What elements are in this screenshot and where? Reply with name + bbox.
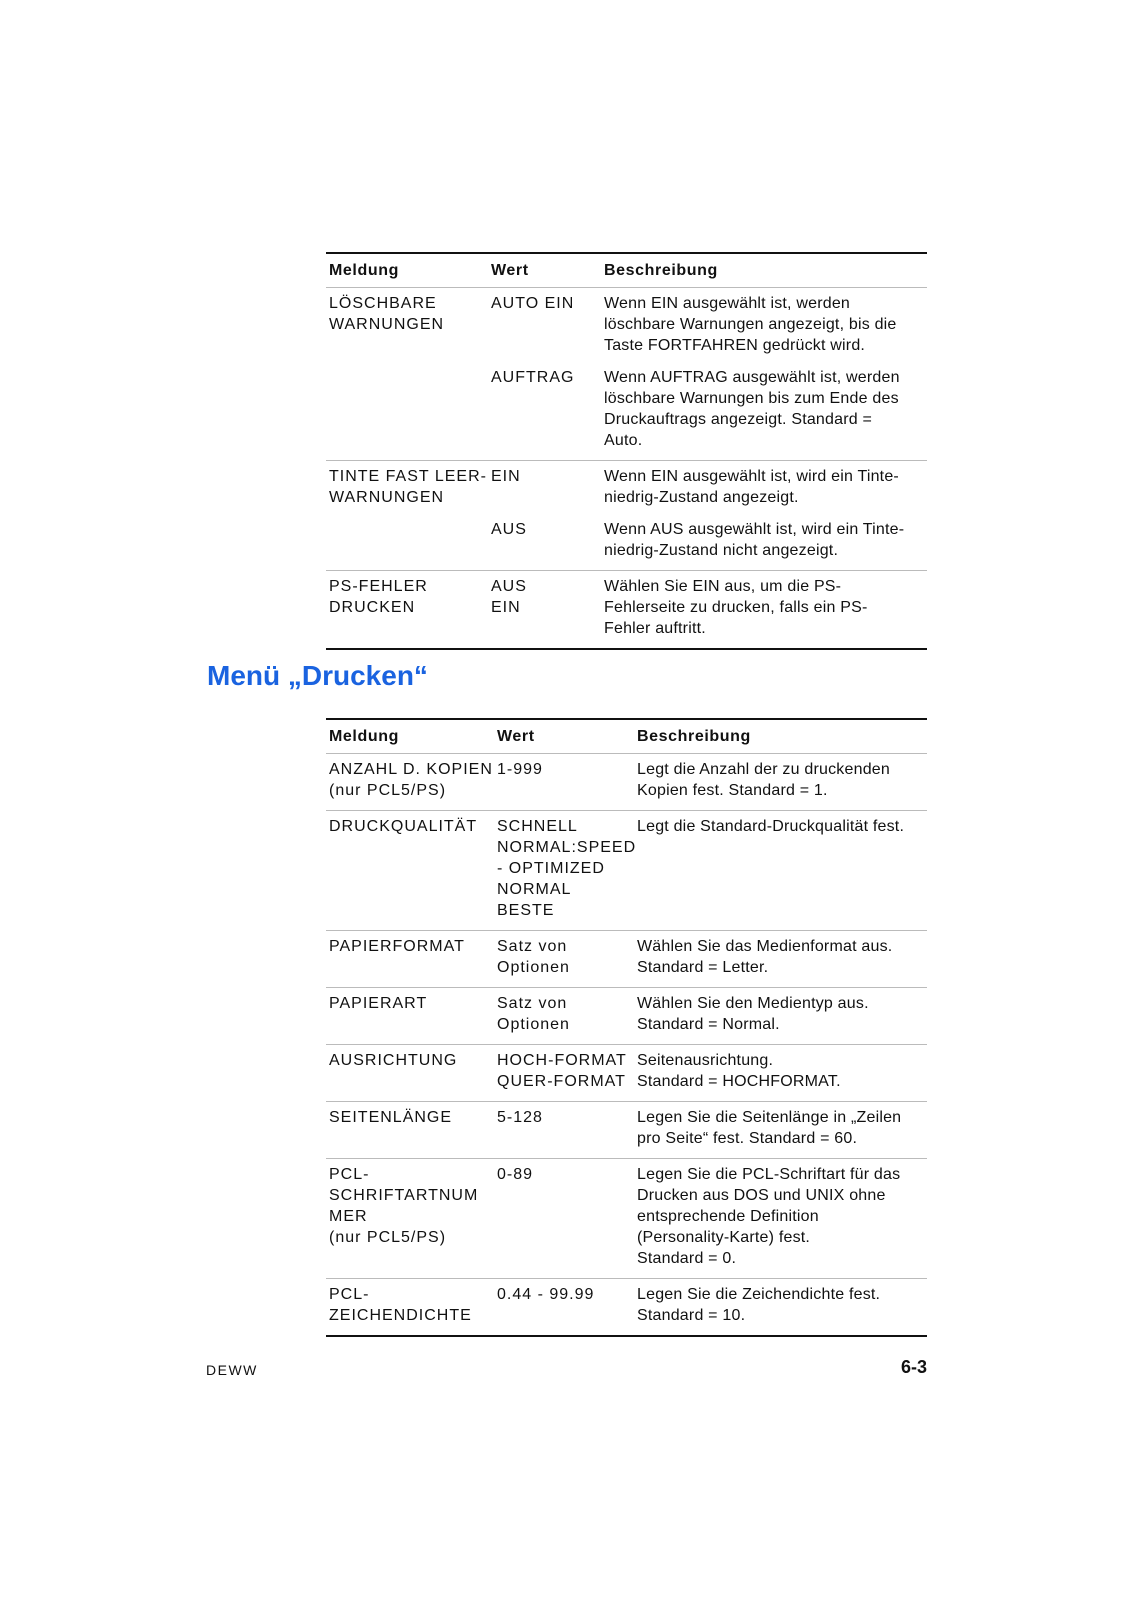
beschreibung-cell xyxy=(634,1164,927,1269)
meldung-cell xyxy=(326,1164,494,1269)
beschreibung-cell-line: niedrig-Zustand angezeigt. xyxy=(604,489,799,506)
value-subrow xyxy=(488,519,927,561)
wert-cell-line: EIN xyxy=(491,599,521,616)
wert-cell-line: HOCH-FORMAT xyxy=(497,1052,627,1069)
table-body xyxy=(326,288,927,648)
meldung-cell-line: SEITENLÄNGE xyxy=(329,1109,453,1126)
meldung-cell xyxy=(326,1107,494,1149)
beschreibung-cell-line: Wählen Sie das Medienformat aus. xyxy=(637,938,893,955)
value-subrow xyxy=(488,576,927,639)
beschreibung-cell-line: Wenn EIN ausgewählt ist, werden xyxy=(604,295,851,312)
menu-table-print xyxy=(326,718,927,1337)
beschreibung-cell-line: Taste FORTFAHREN gedrückt wird. xyxy=(604,337,866,354)
meldung-cell-line: DRUCKQUALITÄT xyxy=(329,818,478,835)
beschreibung-cell xyxy=(601,576,927,639)
meldung-cell-line: PS-FEHLER xyxy=(329,578,428,595)
table-row xyxy=(326,1102,927,1159)
beschreibung-cell xyxy=(601,466,927,508)
meldung-cell-line: MER xyxy=(329,1208,368,1225)
beschreibung-cell xyxy=(634,1107,927,1149)
beschreibung-cell-line: Standard = Letter. xyxy=(637,959,769,976)
wert-cell xyxy=(488,367,601,451)
wert-cell xyxy=(494,993,634,1035)
wert-cell xyxy=(494,1164,634,1269)
wert-cell xyxy=(488,519,601,561)
table-row xyxy=(326,988,927,1045)
wert-cell-line: 5-128 xyxy=(497,1109,543,1126)
beschreibung-cell-line: Auto. xyxy=(604,432,643,449)
wert-cell-line: Optionen xyxy=(497,1016,570,1033)
beschreibung-cell-line: Druckauftrags angezeigt. Standard = xyxy=(604,411,873,428)
beschreibung-cell-line: Kopien fest. Standard = 1. xyxy=(637,782,828,799)
wert-cell-line: QUER-FORMAT xyxy=(497,1073,626,1090)
footer-doc-code: DEWW xyxy=(206,1362,258,1378)
beschreibung-cell-line: Wenn EIN ausgewählt ist, wird ein Tinte- xyxy=(604,468,899,485)
beschreibung-cell xyxy=(634,936,927,978)
wert-cell-line: 1-999 xyxy=(497,761,543,778)
header-meldung: Meldung xyxy=(329,262,399,279)
value-group xyxy=(488,466,927,561)
wert-cell-line: AUS xyxy=(491,578,527,595)
header-meldung: Meldung xyxy=(329,728,399,745)
meldung-cell xyxy=(326,293,488,451)
beschreibung-cell xyxy=(634,1284,927,1326)
wert-cell xyxy=(488,466,601,508)
meldung-cell-line: PCL- xyxy=(329,1286,370,1303)
beschreibung-cell xyxy=(601,519,927,561)
table-row xyxy=(326,1159,927,1279)
beschreibung-cell-line: Drucken aus DOS und UNIX ohne xyxy=(637,1187,886,1204)
wert-cell xyxy=(494,1107,634,1149)
beschreibung-cell-line: entsprechende Definition xyxy=(637,1208,819,1225)
beschreibung-cell-line: Standard = 0. xyxy=(637,1250,737,1267)
beschreibung-cell xyxy=(634,816,927,921)
meldung-cell-line: WARNUNGEN xyxy=(329,489,445,506)
header-beschreibung: Beschreibung xyxy=(604,262,718,279)
wert-cell-line: NORMAL:SPEED xyxy=(497,839,637,856)
header-beschreibung: Beschreibung xyxy=(637,728,751,745)
meldung-cell-line: TINTE FAST LEER- xyxy=(329,468,487,485)
header-wert: Wert xyxy=(497,728,535,745)
table-row xyxy=(326,931,927,988)
section-heading: Menü „Drucken“ xyxy=(207,660,428,691)
beschreibung-cell-line: Legen Sie die Seitenlänge in „Zeilen xyxy=(637,1109,902,1126)
beschreibung-cell xyxy=(634,1050,927,1092)
wert-cell-line: AUTO EIN xyxy=(491,295,575,312)
wert-cell-line: Satz von xyxy=(497,995,568,1012)
wert-cell-line: 0-89 xyxy=(497,1166,534,1183)
beschreibung-cell-line: Wählen Sie EIN aus, um die PS- xyxy=(604,578,842,595)
meldung-cell-line: ZEICHENDICHTE xyxy=(329,1307,472,1324)
beschreibung-cell-line: löschbare Warnungen bis zum Ende des xyxy=(604,390,899,407)
beschreibung-cell-line: Fehlerseite zu drucken, falls ein PS- xyxy=(604,599,868,616)
meldung-cell-line: PCL- xyxy=(329,1166,370,1183)
beschreibung-cell-line: Standard = 10. xyxy=(637,1307,746,1324)
table-row xyxy=(326,811,927,931)
value-group xyxy=(488,293,927,451)
wert-cell-line: - OPTIMIZED xyxy=(497,860,605,877)
header-wert: Wert xyxy=(491,262,529,279)
table-row xyxy=(326,1279,927,1335)
meldung-cell-line: (nur PCL5/PS) xyxy=(329,1229,447,1246)
value-group xyxy=(488,576,927,639)
wert-cell xyxy=(494,759,634,801)
footer-page-number: 6-3 xyxy=(900,1357,927,1377)
beschreibung-cell xyxy=(601,293,927,356)
meldung-cell xyxy=(326,466,488,561)
table-bottom-rule xyxy=(326,1335,927,1337)
value-subrow xyxy=(488,293,927,356)
wert-cell xyxy=(494,1050,634,1092)
beschreibung-cell-line: löschbare Warnungen angezeigt, bis die xyxy=(604,316,897,333)
meldung-cell-line: SCHRIFTARTNUM xyxy=(329,1187,479,1204)
beschreibung-cell xyxy=(634,759,927,801)
wert-cell-line: AUS xyxy=(491,521,527,538)
table-header xyxy=(326,254,927,288)
table-row xyxy=(326,288,927,461)
table-row xyxy=(326,571,927,648)
beschreibung-cell-line: Wählen Sie den Medientyp aus. xyxy=(637,995,869,1012)
beschreibung-cell-line: pro Seite“ fest. Standard = 60. xyxy=(637,1130,858,1147)
meldung-cell-line: (nur PCL5/PS) xyxy=(329,782,447,799)
beschreibung-cell-line: Legen Sie die Zeichendichte fest. xyxy=(637,1286,881,1303)
table-row xyxy=(326,1045,927,1102)
value-subrow xyxy=(488,367,927,451)
meldung-cell-line: PAPIERART xyxy=(329,995,428,1012)
beschreibung-cell-line: Standard = Normal. xyxy=(637,1016,780,1033)
meldung-cell-line: LÖSCHBARE xyxy=(329,295,437,312)
meldung-cell xyxy=(326,1050,494,1092)
value-subrow xyxy=(488,466,927,508)
meldung-cell xyxy=(326,576,488,639)
table-row xyxy=(326,461,927,571)
wert-cell-line: EIN xyxy=(491,468,521,485)
wert-cell-line: BESTE xyxy=(497,902,555,919)
meldung-cell-line: WARNUNGEN xyxy=(329,316,445,333)
table-bottom-rule xyxy=(326,648,927,650)
beschreibung-cell-line: niedrig-Zustand nicht angezeigt. xyxy=(604,542,839,559)
meldung-cell xyxy=(326,993,494,1035)
meldung-cell-line: ANZAHL D. KOPIEN xyxy=(329,761,493,778)
beschreibung-cell-line: Wenn AUFTRAG ausgewählt ist, werden xyxy=(604,369,900,386)
wert-cell-line: Optionen xyxy=(497,959,570,976)
wert-cell-line: 0.44 - 99.99 xyxy=(497,1286,595,1303)
meldung-cell-line: AUSRICHTUNG xyxy=(329,1052,458,1069)
beschreibung-cell xyxy=(634,993,927,1035)
beschreibung-cell-line: Seitenausrichtung. xyxy=(637,1052,774,1069)
beschreibung-cell xyxy=(601,367,927,451)
meldung-cell-line: DRUCKEN xyxy=(329,599,416,616)
table-row xyxy=(326,754,927,811)
wert-cell xyxy=(488,293,601,356)
meldung-cell xyxy=(326,1284,494,1326)
table-body xyxy=(326,754,927,1335)
beschreibung-cell-line: Legt die Standard-Druckqualität fest. xyxy=(637,818,905,835)
wert-cell xyxy=(494,1284,634,1326)
wert-cell xyxy=(494,816,637,921)
table-header xyxy=(326,720,927,754)
wert-cell xyxy=(488,576,601,639)
beschreibung-cell-line: Fehler auftritt. xyxy=(604,620,706,637)
beschreibung-cell-line: Legt die Anzahl der zu druckenden xyxy=(637,761,890,778)
meldung-cell xyxy=(326,759,494,801)
wert-cell-line: SCHNELL xyxy=(497,818,578,835)
beschreibung-cell-line: Standard = HOCHFORMAT. xyxy=(637,1073,841,1090)
meldung-cell xyxy=(326,816,494,921)
menu-table-warnings xyxy=(326,252,927,650)
beschreibung-cell-line: (Personality-Karte) fest. xyxy=(637,1229,811,1246)
wert-cell-line: Satz von xyxy=(497,938,568,955)
meldung-cell xyxy=(326,936,494,978)
meldung-cell-line: PAPIERFORMAT xyxy=(329,938,465,955)
beschreibung-cell-line: Wenn AUS ausgewählt ist, wird ein Tinte- xyxy=(604,521,905,538)
beschreibung-cell-line: Legen Sie die PCL-Schriftart für das xyxy=(637,1166,901,1183)
wert-cell-line: AUFTRAG xyxy=(491,369,575,386)
wert-cell-line: NORMAL xyxy=(497,881,572,898)
wert-cell xyxy=(494,936,634,978)
